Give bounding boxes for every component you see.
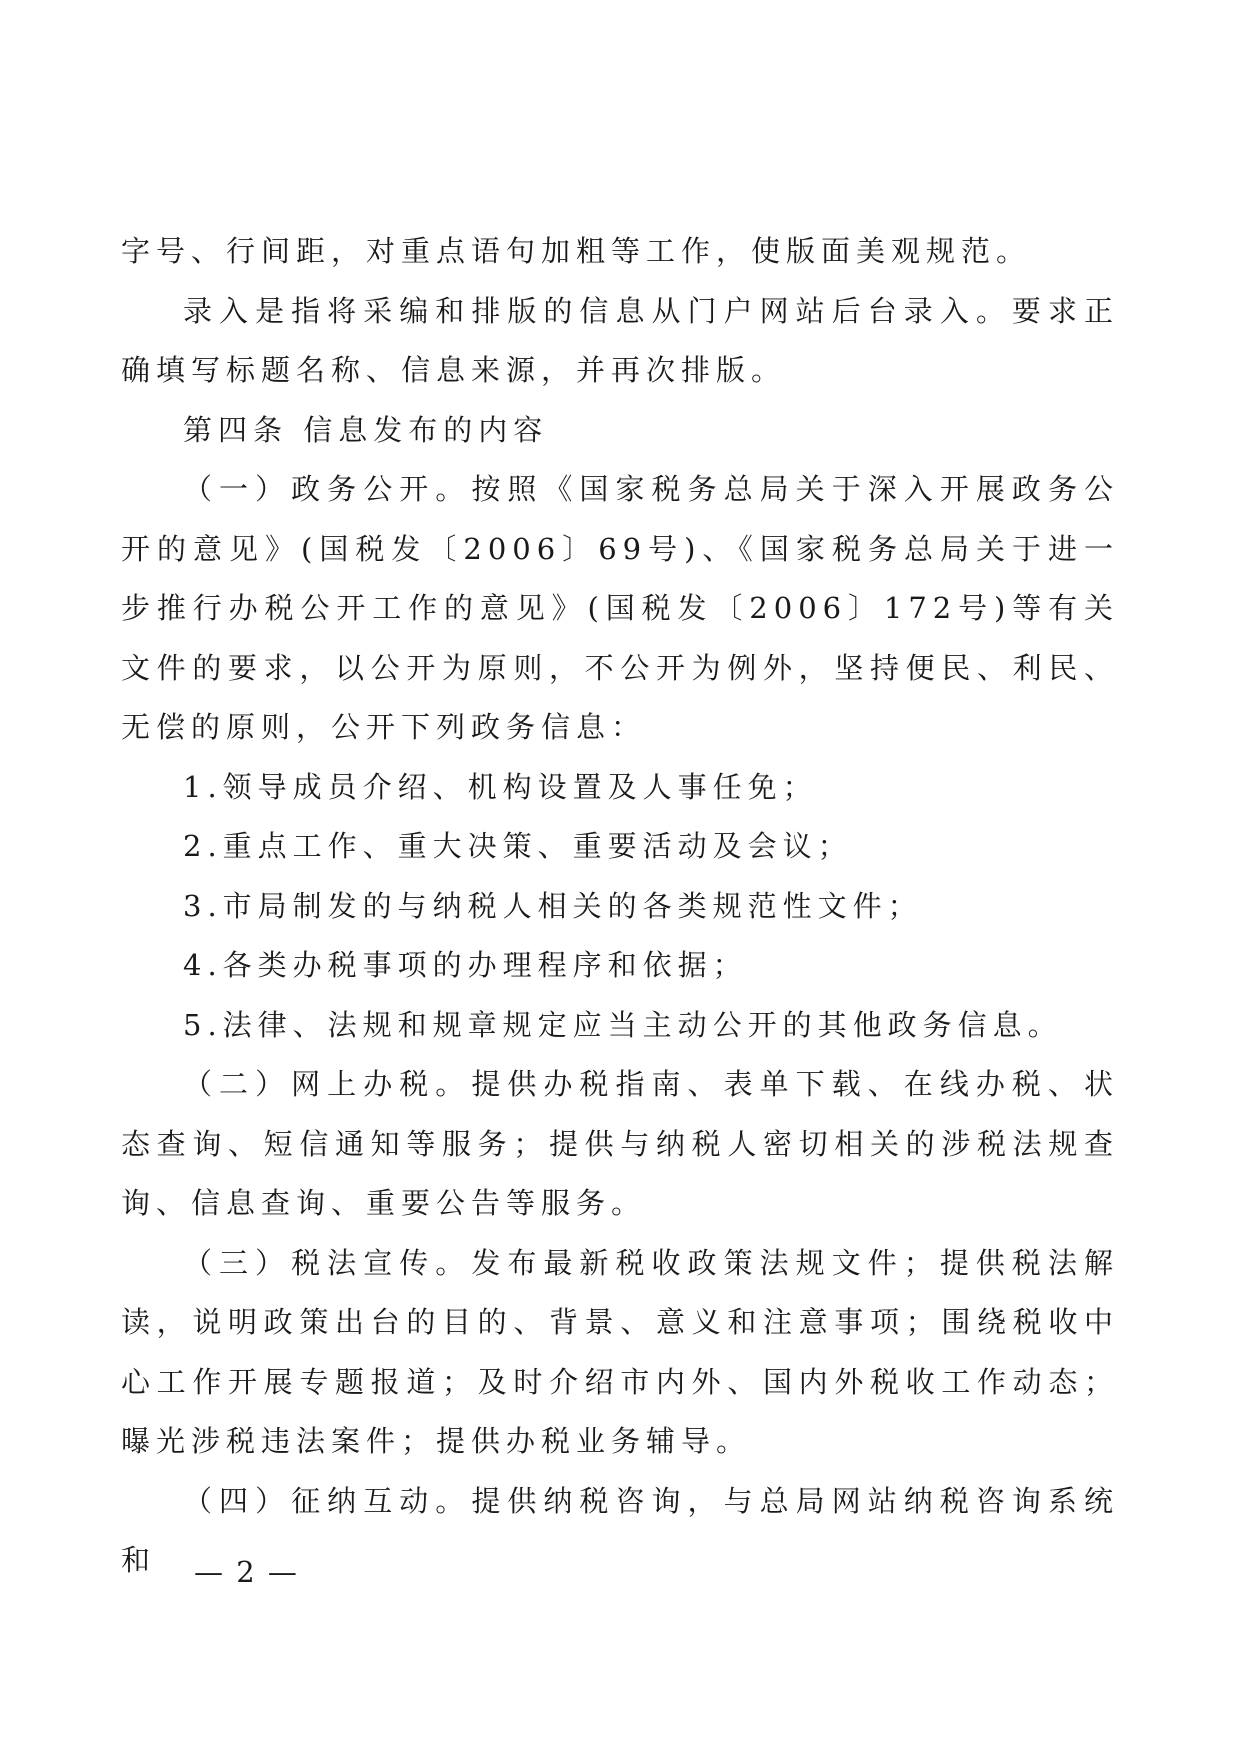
paragraph-continuation: 字号、行间距，对重点语句加粗等工作，使版面美观规范。 [121,234,1032,268]
article-heading: 第四条 信息发布的内容 [183,412,549,447]
paragraph-tax-law-publicity: （三）税法宣传。发布最新税收政策法规文件；提供税法解读，说明政策出台的目的、背景、意义和注意事项；围绕税收中心工作开展专题报道；及时介绍市内外、国内外税收工作动态；曝光涉税违法案件；提供办税业务辅导。 [121,1245,1119,1458]
list-item-3: 3.市局制发的与纳税人相关的各类规范性文件； [183,888,923,923]
paragraph-data-entry: 录入是指将采编和排版的信息从门户网站后台录入。要求正确填写标题名称、信息来源，并再次排版。 [121,293,1119,387]
page-number: — 2 — [194,1555,299,1589]
list-item-1: 1.领导成员介绍、机构设置及人事任免； [183,769,818,804]
paragraph-government-affairs: （一）政务公开。按照《国家税务总局关于深入开展政务公开的意见》(国税发〔2006〕69号)、《国家税务总局关于进一步推行办税公开工作的意见》(国税发〔2006〕172号)等有关文件的要求，以公开为原则，不公开为例外，坚持便民、利民、无偿的原则，公开下列政务信息： [121,472,1119,744]
document-body [121,222,1119,1591]
list-item-2: 2.重点工作、重大决策、重要活动及会议； [183,829,853,863]
paragraph-online-tax: （二）网上办税。提供办税指南、表单下载、在线办税、状态查询、短信通知等服务；提供与纳税人密切相关的涉税法规查询、信息查询、重要公告等服务。 [121,1067,1119,1220]
list-item-5: 5.法律、法规和规章规定应当主动公开的其他政务信息。 [183,1007,1063,1042]
paragraph-interaction: （四）征纳互动。提供纳税咨询，与总局网站纳税咨询系统和 [121,1483,1119,1577]
list-item-4: 4.各类办税事项的办理程序和依据； [183,948,748,982]
